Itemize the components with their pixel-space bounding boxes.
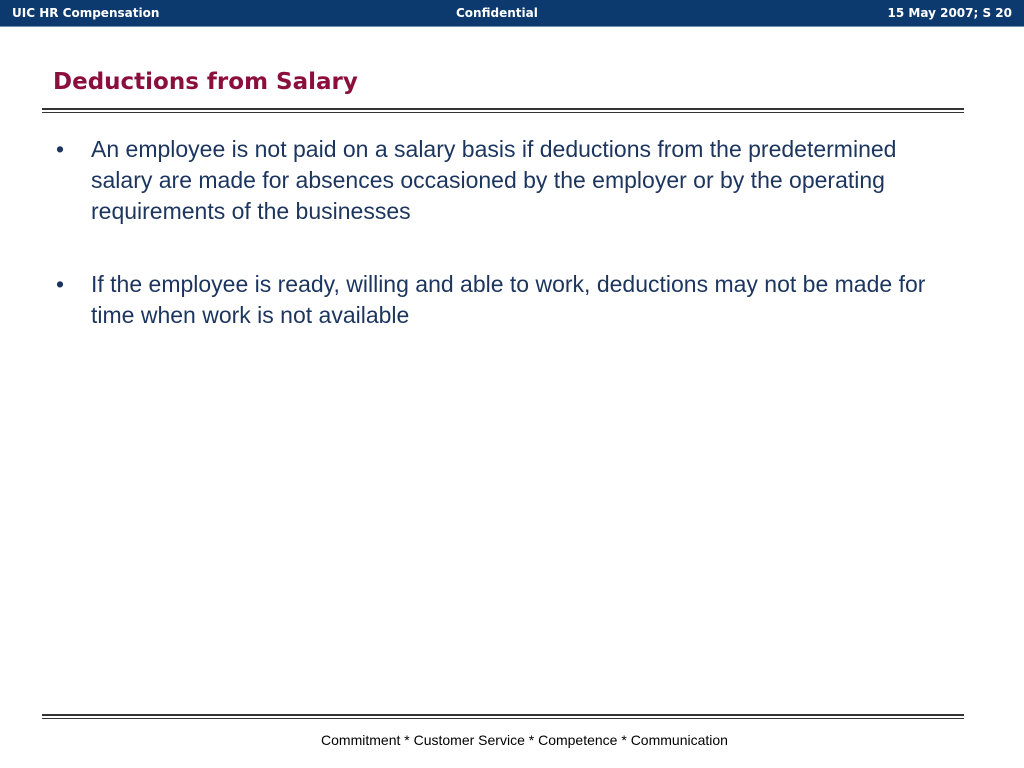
bullet-marker: • <box>56 271 65 297</box>
title-divider-top <box>42 108 964 110</box>
footer-motto: Commitment * Customer Service * Competence * Communication <box>321 732 728 748</box>
bullet-text: An employee is not paid on a salary basis if deductions from the predetermined salary are made for absences occasioned by the employer or by the operating requirements of the businesses <box>91 136 897 224</box>
bullet-item <box>56 134 936 227</box>
bullet-text: If the employee is ready, willing and able to work, deductions may not be made for time when work is not available <box>91 271 926 328</box>
header-bar <box>0 0 1024 27</box>
header-date-slide-label: 15 May 2007; S 20 <box>887 6 1012 20</box>
bullet-marker: • <box>56 136 65 162</box>
slide-title: Deductions from Salary <box>53 69 358 95</box>
footer-divider-top <box>42 714 964 716</box>
header-confidential-label: Confidential <box>456 6 538 20</box>
bullet-list <box>56 134 936 373</box>
footer-divider-bottom <box>42 718 964 719</box>
bullet-item <box>56 269 936 331</box>
title-divider-bottom <box>42 112 964 113</box>
header-org-label: UIC HR Compensation <box>12 6 160 20</box>
